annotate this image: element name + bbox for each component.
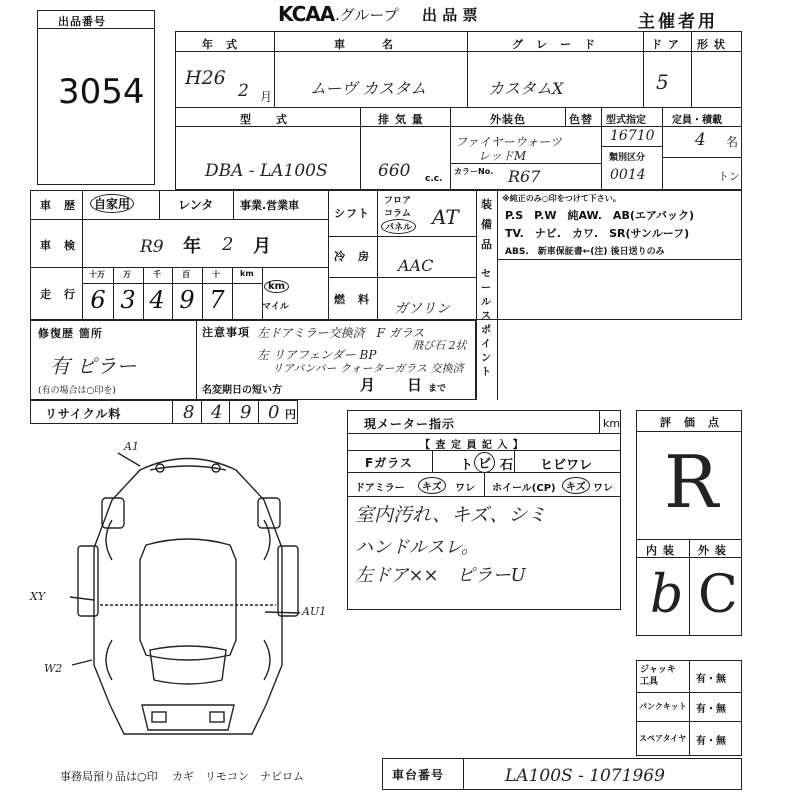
diagram-mark-xy: XY [30,590,46,603]
diagram-mark-a1: A1 [124,440,139,453]
inspector-comment-3: 左ドア×× ピラーU [355,565,526,586]
capacity-value: 4 [695,130,706,150]
notes-label: 注意事項 [202,326,250,339]
spare-tire-label: スペアタイヤ [639,734,687,743]
mileage-unit-mile: マイル [262,302,289,312]
year-value: H26 [185,67,226,89]
history-option-business: 事業.営業車 [240,199,300,212]
model-label: 型 式 [240,113,288,126]
door-label: ド ア [651,38,680,51]
spare-tire-value: 有・無 [696,736,726,747]
recycle-unit: 円 [285,408,296,421]
mileage-unit-2: 千 [153,270,161,279]
mileage-digit: 3 [120,286,136,314]
color-label: 外装色 [490,113,526,126]
jack-value: 有・無 [696,674,726,685]
front-glass-option-1: ト [460,458,474,473]
diagram-mark-au1: AU1 [302,605,327,618]
jack-label: ジャッキ 工具 [640,665,676,687]
wheel-option-scratch: キズ [562,477,590,494]
month-value: 2 [238,81,249,101]
recycle-digit: 9 [240,402,252,423]
inspection-year-unit: 年 [183,236,201,257]
notes-line-2: 左 リアフェンダー BP [257,348,377,362]
sales-point-label: セールスポイント [481,269,492,378]
month-unit: 月 [260,90,273,104]
class-label: 類別区分 [609,153,646,163]
interior-label: 内 装 [646,544,675,557]
model-value: DBA - LA100S [205,161,328,181]
fuel-value: ガソリン [394,301,450,317]
door-value: 5 [656,70,669,94]
recycle-digit: 0 [268,402,280,423]
repair-label: 修復歴 箇所 [38,327,103,340]
inspection-label: 車 検 [40,239,76,252]
mileage-digit: 7 [209,286,225,314]
capacity-unit: 名 [726,135,739,149]
diagram-mark-w2: W2 [44,662,63,675]
repaint-label: 色替 [569,113,593,126]
lot-number: 3054 [58,72,145,112]
meter-label: 現メーター指示 [364,417,456,431]
office-note: 事務局預り品は○印 [60,770,158,783]
expiry-label: 名変期日の短い方 [202,385,282,396]
inspection-month-unit: 月 [253,236,271,257]
equipment-line-3: ABS. 新車保証書←(注) 後日送りのみ [505,247,665,257]
notes-line-1b: 飛び石 2状 [412,339,467,352]
mileage-unit-4: 十 [212,270,220,279]
color-no-label: カラーNo. [454,167,494,176]
org-group: .グループ [335,6,399,24]
expiry-until: まで [428,384,447,394]
fuel-label: 燃 料 [334,293,370,306]
rating-value: R [664,440,719,524]
mileage-unit-km: km [264,280,289,293]
mileage-label: 走 行 [40,288,76,301]
notes-line-1: 左ドアミラー交換済 F ガラス [257,326,425,340]
chassis-value: LA100S - 1071969 [505,766,665,786]
ac-label: 冷 房 [334,250,370,263]
front-glass-option-2: ビ [474,452,495,473]
shift-value: AT [432,205,459,229]
front-glass-option-4: ヒビワレ [540,458,593,473]
expiry-day: 日 [407,376,423,394]
repair-value: 有 ピラー [50,354,137,378]
mileage-unit-5: km [240,269,254,278]
inspection-month: 2 [222,234,234,255]
model-spec-value: 16710 [610,128,655,144]
color-value-1: ファイヤーウォーツ [455,135,562,149]
inspector-comment-1: 室内汚れ、キズ、シミ [355,504,547,526]
inspector-title: 【 査 定 員 記 入 】 [420,440,524,451]
class-value: 0014 [610,167,646,183]
mileage-digit: 9 [179,286,195,314]
year-label: 年 式 [202,38,238,51]
mileage-unit-3: 百 [182,270,190,279]
meter-unit: km [603,417,621,430]
puncture-kit-label: パンクキット [639,702,687,711]
rating-label: 評 価 点 [660,416,720,429]
inspection-era: R9 [140,237,164,257]
car-name-label: 車 名 [334,38,394,51]
wheel-option-crack: ワレ [593,483,613,494]
sheet-title: 出 品 票 [422,6,478,24]
mileage-digit: 4 [149,286,165,314]
puncture-kit-value: 有・無 [696,704,726,715]
ac-value: AAC [398,256,434,275]
office-items: カギ リモコン ナビロム [172,770,304,783]
exterior-value: C [698,565,738,625]
recycle-digit: 8 [183,402,195,423]
mirror-option-crack: ワレ [455,483,475,494]
inspector-comment-2: ハンドルスレ。 [355,537,480,558]
displacement-unit: c.c. [425,174,443,184]
equipment-label: 装備品 [481,198,493,251]
displacement-value: 660 [378,161,411,181]
lot-label: 出品番号 [58,15,106,28]
front-glass-label: Fガラス [365,456,413,470]
color-value-2: レッドM [478,149,527,163]
mirror-option-scratch: キズ [418,477,446,494]
shift-label: シフト [334,207,370,220]
displacement-label: 排 気 量 [378,113,424,126]
grade-value: カスタムX [488,79,564,98]
exterior-label: 外 装 [698,544,727,557]
grade-label: グ レ ー ド [512,38,596,51]
repair-note: (有の場合は○印を) [38,386,116,396]
load-unit: トン [718,170,740,183]
capacity-label: 定員・積載 [672,115,722,126]
history-option-private: 自家用 [90,194,134,213]
mileage-unit-0: 十万 [89,270,105,279]
notes-line-3: リアバンパー クォーターガラス 交換済 [272,362,464,375]
shift-option-panel: パネル [381,219,416,234]
history-label: 車 歴 [40,199,76,212]
shape-label: 形 状 [697,38,726,51]
equipment-note: ※純正のみ○印をつけて下さい。 [502,194,621,203]
chassis-label: 車台番号 [392,768,445,782]
equipment-line-1: P.S P.W 純AW. AB(エアバック) [505,209,695,222]
shift-option-column: コラム [384,209,411,219]
mileage-unit-1: 万 [123,270,131,279]
interior-value: b [650,565,684,625]
organizer-label: 主催者用 [638,12,718,32]
mileage-digit: 6 [90,286,106,314]
color-no-value: R67 [508,167,541,186]
history-option-rental: レンタ [178,198,214,212]
mirror-label: ドアミラー [355,483,405,494]
org-logo: KCAA [278,2,335,26]
expiry-month: 月 [360,376,376,394]
equipment-line-2: TV. ナビ. カワ. SR(サンルーフ) [505,227,690,240]
front-glass-option-3: 石 [500,458,514,473]
recycle-digit: 4 [211,402,223,423]
wheel-label: ホイール(CP) [492,483,556,494]
model-spec-label: 型式指定 [606,115,646,126]
recycle-label: リサイクル料 [45,407,122,421]
shift-option-floor: フロア [384,196,412,206]
car-name-value: ムーヴ カスタム [310,79,427,98]
